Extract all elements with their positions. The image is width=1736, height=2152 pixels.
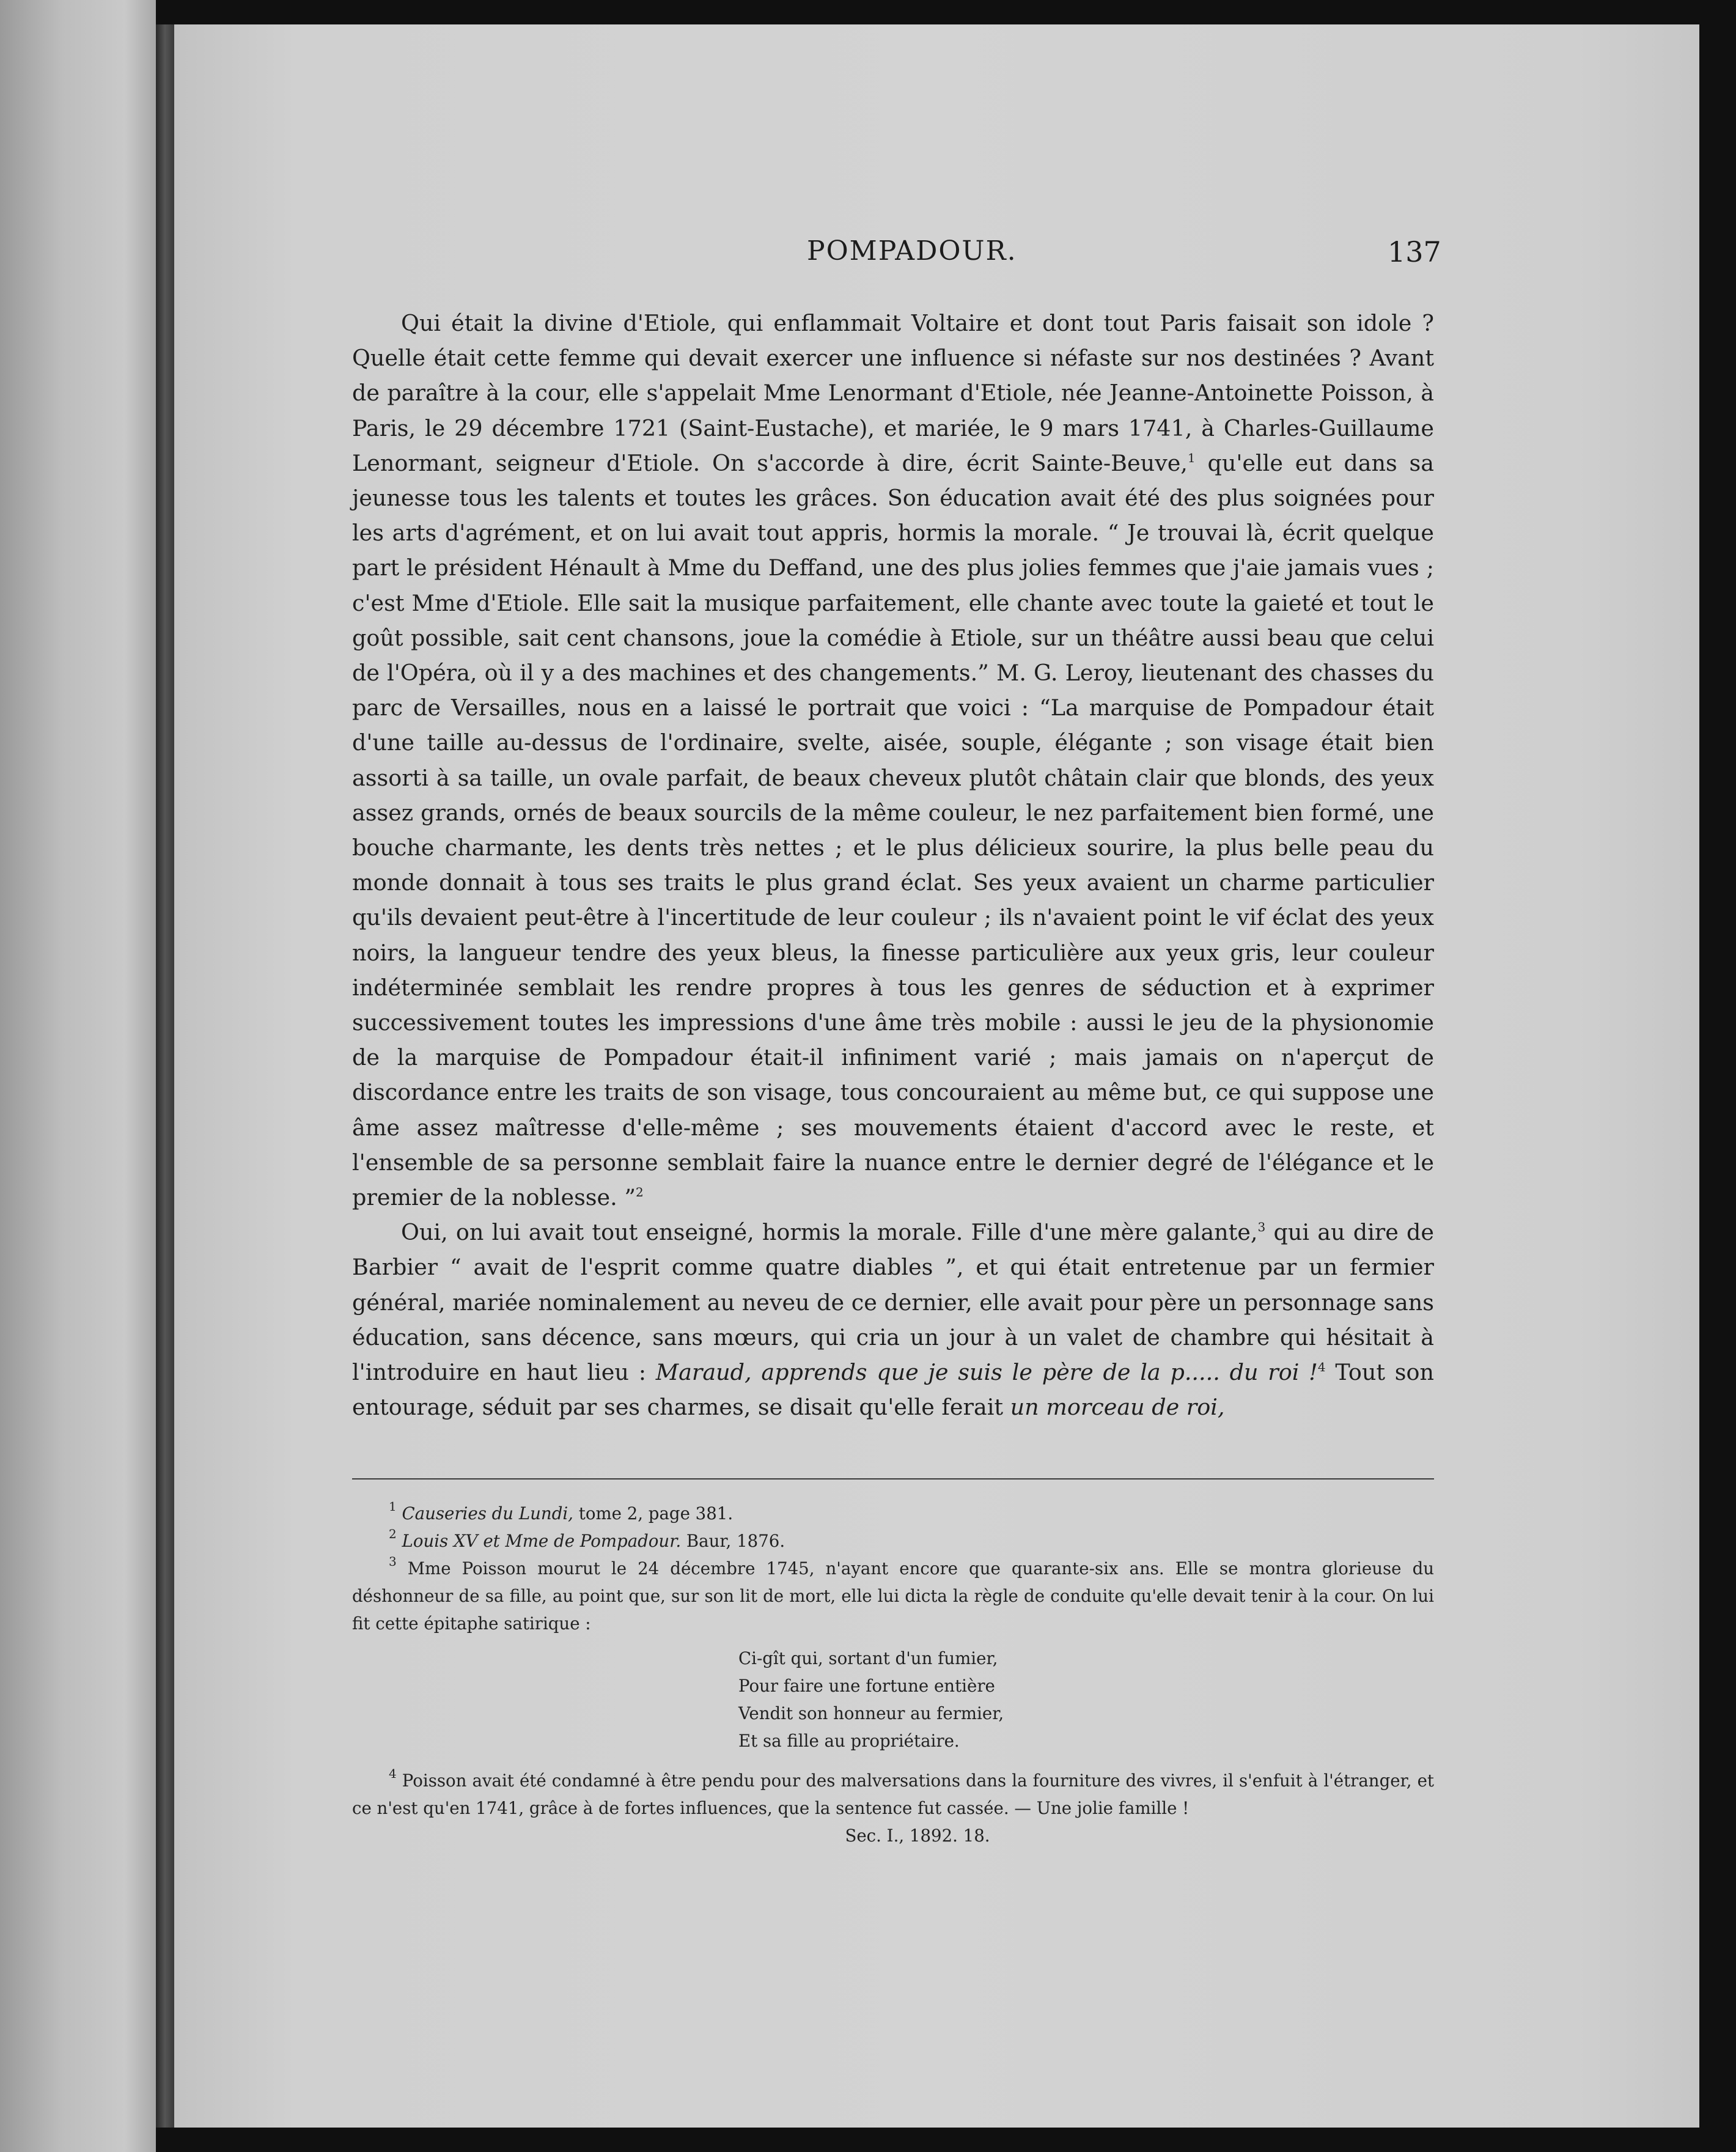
footnote-ref-3: 3 <box>1257 1220 1266 1235</box>
footnote-4 <box>352 1767 1434 1822</box>
epitaph-verse <box>738 1645 1434 1755</box>
footnote-mark: 1 <box>389 1499 397 1514</box>
footnote-text: Poisson avait été condamné à être pendu pour des malversations dans la fourniture des vivres, il s'enfuit à l'étranger, et ce n'est qu'en 1741, grâce à de fortes influences, que la sentence fut cassée. — Une jolie famille ! <box>352 1771 1434 1818</box>
footnote-text: Baur, 1876. <box>681 1531 785 1551</box>
paragraph-2-part-1: Oui, on lui avait tout enseigné, hormis la morale. Fille d'une mère galante, <box>401 1219 1258 1246</box>
footnote-mark: 2 <box>389 1527 397 1541</box>
book-binding-shadow <box>156 24 174 2128</box>
previous-page-edge <box>0 0 156 2152</box>
footnote-mark: 3 <box>389 1554 397 1569</box>
footnote-1 <box>352 1500 1434 1527</box>
paragraph-2-part-2: qui au dire de Barbier “ avait de l'esprit comme quatre diables ”, et qui était entretenue par un fermier général, mariée nominalement au neveu de ce dernier, elle avait pour père un personnage sans éducation, sans décence, sans mœurs, qui cria un jour à un valet de chambre qui hésitait à l'introduire en haut lieu : <box>352 1219 1434 1386</box>
footnote-italic: Causeries du Lundi, <box>402 1503 573 1524</box>
page-number: 137 <box>1388 235 1441 268</box>
running-title: POMPADOUR. <box>807 235 1017 267</box>
italic-quote: Maraud, apprends que je suis le père de la p..... du roi ! <box>655 1359 1318 1386</box>
main-text <box>352 306 1434 1425</box>
paragraph-1 <box>352 306 1434 1215</box>
italic-end: un morceau de roi, <box>1010 1394 1225 1421</box>
footnote-ref-2: 2 <box>636 1185 644 1200</box>
footnote-ref-4: 4 <box>1317 1360 1326 1375</box>
verse-line: Ci-gît qui, sortant d'un fumier, <box>738 1648 998 1668</box>
paragraph-2-part-3: Tout son entourage, séduit par ses charmes, se disait qu'elle ferait <box>352 1359 1434 1421</box>
paragraph-2 <box>352 1215 1434 1424</box>
paragraph-1-part-1: Qui était la divine d'Etiole, qui enflammait Voltaire et dont tout Paris faisait son idole ? Quelle était cette femme qui devait exercer une influence si néfaste sur nos destinées ? Avant de paraître à la cour, elle s'appelait Mme Lenormant d'Etiole, née Jeanne-Antoinette Poisson, à Paris, le 29 décembre 1721 (Saint-Eustache), et mariée, le 9 mars 1741, à Charles-Guillaume Lenormant, seigneur d'Etiole. On s'accorde à dire, écrit Sainte-Beuve, <box>352 310 1434 476</box>
footnotes <box>352 1500 1434 1849</box>
footnote-3 <box>352 1555 1434 1637</box>
verse-line: Et sa fille au propriétaire. <box>738 1731 960 1751</box>
footnote-2 <box>352 1527 1434 1555</box>
footnote-mark: 4 <box>389 1766 397 1781</box>
footnote-text: tome 2, page 381. <box>573 1503 734 1524</box>
footnote-ref-1: 1 <box>1187 450 1196 465</box>
footnote-italic: Louis XV et Mme de Pompadour. <box>402 1531 682 1551</box>
paragraph-1-part-2: qu'elle eut dans sa jeunesse tous les talents et toutes les grâces. Son éducation avait été des plus soignées pour les arts d'agrément, et on lui avait tout appris, hormis la morale. “ Je trouvai là, écrit quelque part le président Hénault à Mme du Deffand, une des plus jolies femmes que j'aie jamais vues ; c'est Mme d'Etiole. Elle sait la musique parfaitement, elle chante avec toute la gaieté et tout le goût possible, sait cent chansons, joue la comédie à Etiole, sur un théâtre aussi beau que celui de l'Opéra, où il y a des machines et des changements.” M. G. Leroy, lieutenant des chasses du parc de Versailles, nous en a laissé le portrait que voici : “La marquise de Pompadour était d'une taille au-dessus de l'ordinaire, svelte, aisée, souple, élégante ; son visage était bien assorti à sa taille, un ovale parfait, de beaux cheveux plutôt châtain clair que blonds, des yeux assez grands, ornés de beaux sourcils de la même couleur, le nez parfaitement bien formé, une bouche charmante, les dents très nettes ; et le plus délicieux sourire, la plus belle peau du monde donnait à tous ses traits le plus grand éclat. Ses yeux avaient un charme particulier qu'ils devaient peut-être à l'incertitude de leur couleur ; ils n'avaient point le vif éclat des yeux noirs, la langueur tendre des yeux bleus, la finesse particulière aux yeux gris, leur couleur indéterminée semblait les rendre propres à tous les genres de séduction et à exprimer successivement toutes les impressions d'une âme très mobile : aussi le jeu de la physionomie de la marquise de Pompadour était-il infiniment varié ; mais jamais on n'aperçut de discordance entre les traits de son visage, tous concouraient au même but, ce qui suppose une âme assez maîtresse d'elle-même ; ses mouvements étaient d'accord avec le reste, et l'ensemble de sa personne semblait faire la nuance entre le dernier degré de l'élégance et le premier de la noblesse. ” <box>352 449 1434 1211</box>
verse-line: Pour faire une fortune entière <box>738 1676 995 1696</box>
footnote-divider <box>352 1478 1434 1480</box>
footnote-text: Mme Poisson mourut le 24 décembre 1745, n'ayant encore que quarante-six ans. Elle se montra glorieuse du déshonneur de sa fille, au point que, sur son lit de mort, elle lui dicta la règle de conduite qu'elle devait tenir à la cour. On lui fit cette épitaphe satirique : <box>352 1558 1434 1634</box>
signature-mark: Sec. I., 1892. 18. <box>845 1826 990 1846</box>
verse-line: Vendit son honneur au fermier, <box>738 1703 1004 1723</box>
